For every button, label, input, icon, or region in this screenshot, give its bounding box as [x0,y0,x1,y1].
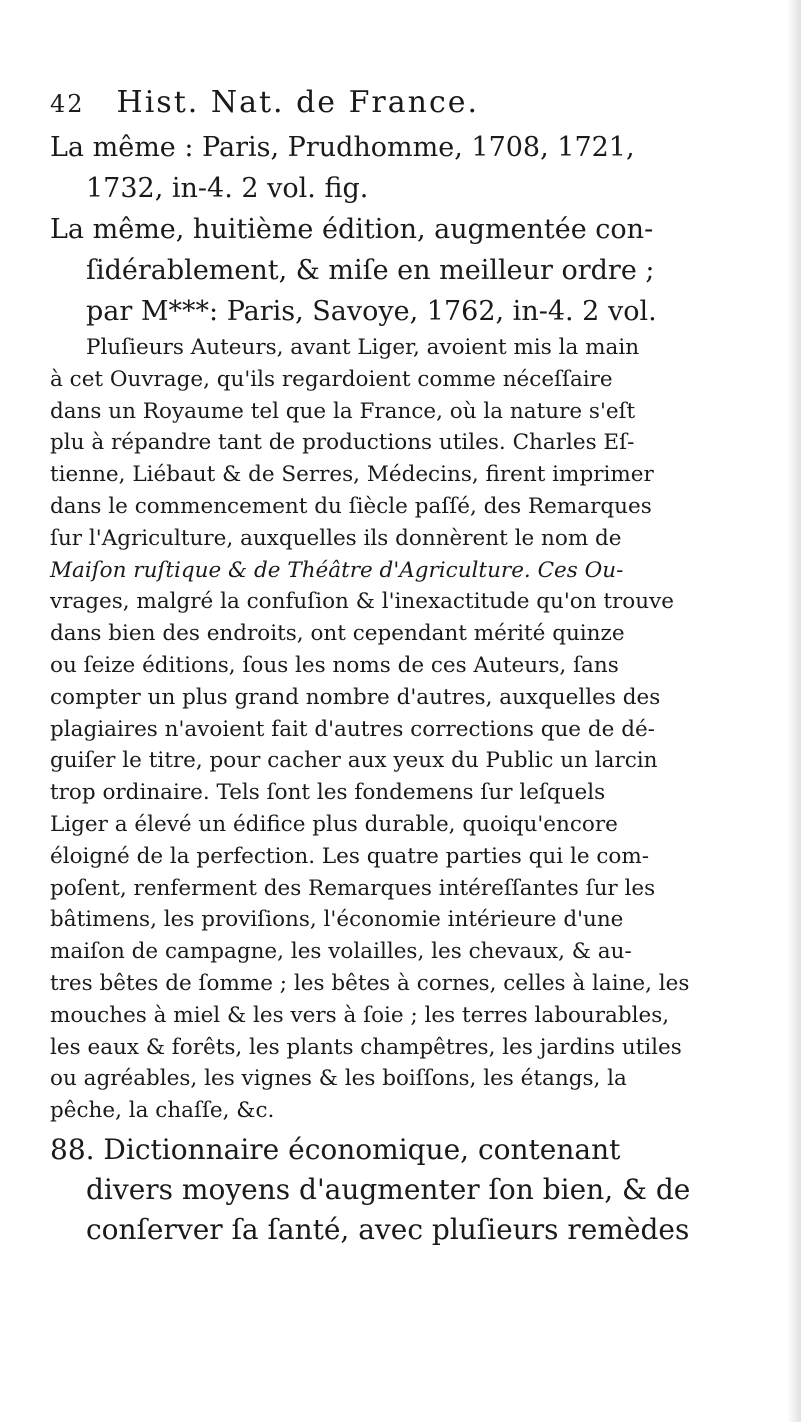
text-line: plu à répandre tant de productions utiles. Charles Eſ- [50,430,635,456]
text-line: à cet Ouvrage, qu'ils regardoient comme néceſſaire [50,366,613,392]
text-line: éloigné de la perfection. Les quatre parties qui le com- [50,843,650,869]
text-line: compter un plus grand nombre d'autres, auxquelles des [50,684,661,710]
entry-la-meme-1708 [50,127,770,209]
text-line: ou agréables, les vignes & les boiſſons, les étangs, la [50,1066,627,1092]
text-line: guiſer le titre, pour cacher aux yeux du Public un larcin [50,748,658,774]
text-line: vrages, malgré la confuſion & l'inexactitude qu'on trouve [50,589,674,615]
page-number: 42 [50,90,85,118]
text-line: mouches à miel & les vers à ſoie ; les terres labourables, [50,1002,670,1028]
text-line: La même, huitième édition, augmentée con- [50,214,654,245]
text-line: ou ſeize éditions, ſous les noms de ces Auteurs, ſans [50,652,619,678]
text-line: Maiſon ruſtique & de Théâtre d'Agriculture. Ces Ou- [50,557,624,583]
running-head-title: Hist. Nat. de France. [116,85,480,120]
entry-la-meme-huitieme [50,209,770,332]
text-line: dans bien des endroits, ont cependant mérité quinze [50,621,625,647]
text-line: poſent, renferment des Remarques intéreſſantes ſur les [50,875,656,901]
text-line: Liger a élevé un édifice plus durable, quoiqu'encore [50,811,618,837]
running-head [50,86,750,121]
text-line: dans un Royaume tel que la France, où la nature s'eſt [50,398,636,424]
text-line: trop ordinaire. Tels ſont les fondemens ſur leſquels [50,780,606,806]
text-line: ſur l'Agriculture, auxquelles ils donnèrent le nom de [50,525,622,551]
text-line: pêche, la chaſſe, &c. [50,1098,275,1124]
text-line: 1732, in-4. 2 vol. fig. [86,173,369,204]
text-line: tres bêtes de ſomme ; les bêtes à cornes, celles à laine, les [50,970,690,996]
entry-88-dictionnaire [50,1130,770,1250]
commentary-paragraph [50,332,770,1127]
page-edge-shadow [787,0,801,1422]
text-line: dans le commencement du ſiècle paſſé, des Remarques [50,493,652,519]
text-line: par M***: Paris, Savoye, 1762, in-4. 2 vol. [86,296,657,327]
text-line: Pluſieurs Auteurs, avant Liger, avoient mis la main [86,335,640,360]
text-line: bâtimens, les proviſions, l'économie intérieure d'une [50,907,624,933]
text-line: ſidérablement, & miſe en meilleur ordre ; [86,255,655,286]
text-line: plagiaires n'avoient fait d'autres corrections que de dé- [50,716,655,742]
text-line: conſerver ſa ſanté, avec pluſieurs remèdes [86,1213,690,1246]
text-line: tienne, Liébaut & de Serres, Médecins, firent imprimer [50,462,654,488]
text-line: La même : Paris, Prudhomme, 1708, 1721, [50,132,635,163]
text-line: 88. Dictionnaire économique, contenant [50,1133,621,1166]
text-line: divers moyens d'augmenter ſon bien, & de [86,1173,691,1206]
text-line: maiſon de campagne, les volailles, les chevaux, & au- [50,939,632,965]
text-line: les eaux & forêts, les plants champêtres, les jardins utiles [50,1034,682,1060]
